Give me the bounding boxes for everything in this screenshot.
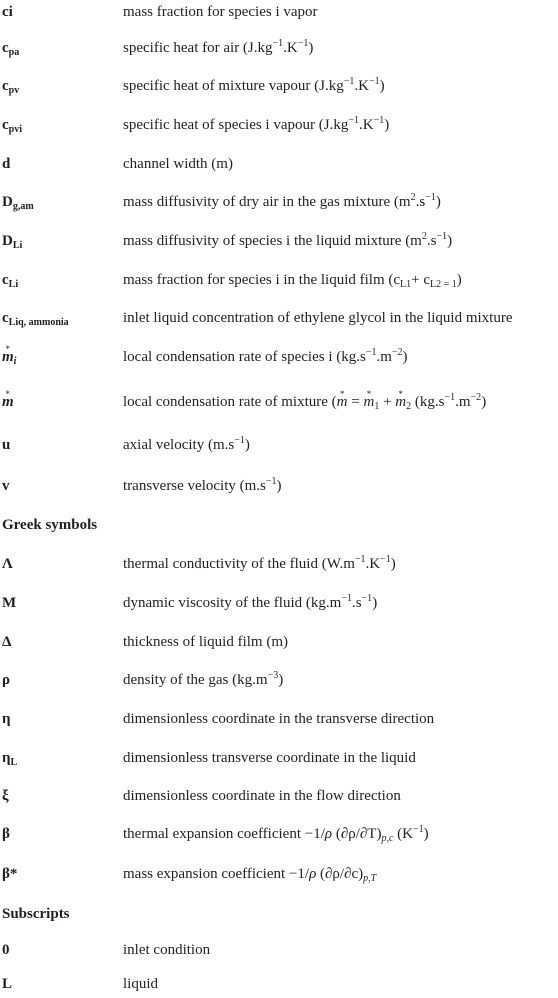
definition [123, 433, 250, 457]
symbol-base: * m [2, 345, 14, 369]
definition-text: .s [415, 194, 426, 210]
definition: inlet liquid concentration of ethylene glycol in the liquid mixture [123, 310, 513, 326]
unit-exponent: −1 [354, 554, 366, 565]
equation-term: (∂ρ/∂T) [332, 826, 382, 842]
nomenclature-row [0, 474, 558, 498]
symbol-base: D [2, 194, 13, 210]
greek-row [0, 630, 558, 654]
definition [123, 591, 377, 615]
symbol-base: D [2, 233, 13, 249]
equation-term: (∂ρ/∂c) [316, 866, 364, 882]
nomenclature-row [0, 152, 558, 176]
definition [123, 36, 313, 60]
unit-exponent: −3 [267, 670, 279, 681]
definition-text: .K [354, 78, 369, 94]
definition [123, 668, 283, 692]
subscripts-heading: Subscripts [2, 906, 70, 922]
greek-row [0, 707, 558, 731]
greek-symbols-heading: Greek symbols [2, 517, 98, 533]
nomenclature-row [0, 0, 558, 24]
symbol: ρ [2, 672, 11, 688]
definition-text: ) [435, 194, 441, 210]
definition-text: ) [456, 272, 462, 288]
unit-exponent: −1 [436, 231, 448, 242]
equation-term: * m [395, 390, 406, 414]
symbol-subscript: i [13, 356, 17, 367]
symbol: ci [2, 4, 13, 20]
unit-exponent: −1 [425, 192, 436, 203]
greek-row [0, 668, 558, 692]
definition-text: transverse velocity (m.s [123, 478, 266, 494]
definition-text: ) [481, 394, 487, 410]
symbol-subscript: g,am [12, 201, 34, 212]
definition-text: .K [358, 117, 374, 133]
definition-text: ) [308, 40, 314, 56]
nomenclature-row [0, 390, 558, 414]
definition: dimensionless coordinate in the flow direction [123, 788, 401, 804]
symbol-base: c [2, 310, 9, 326]
symbol [2, 345, 16, 369]
definition [123, 113, 389, 137]
unit-exponent: −2 [470, 392, 482, 403]
symbol: ξ [2, 788, 9, 804]
subscript-row [0, 972, 558, 996]
symbol: Δ [2, 634, 12, 650]
subscript: p,c [381, 833, 394, 844]
symbol-subscript: pv [8, 85, 20, 96]
symbol [2, 390, 14, 414]
definition: mass fraction for species i vapor [123, 4, 318, 20]
unit-exponent: −1 [234, 435, 245, 446]
definition-text: ) [379, 78, 385, 94]
definition-text: specific heat of species i vapour (J.kg [123, 117, 349, 133]
unit-exponent: −1 [380, 554, 391, 565]
symbol-subscript: Li [12, 240, 23, 251]
unit-exponent: −1 [343, 76, 355, 87]
nomenclature-row [0, 36, 558, 60]
definition-text: specific heat for air (J.kg [123, 40, 273, 56]
symbol: η [2, 711, 11, 727]
definition-text: ) [447, 233, 453, 249]
symbol [2, 268, 18, 292]
nomenclature-row [0, 345, 558, 369]
symbol: β* [2, 866, 18, 882]
symbol: β [2, 826, 10, 842]
subscript: 1 [374, 401, 380, 412]
symbol: Λ [2, 556, 13, 572]
definition [123, 822, 429, 846]
definition [123, 74, 385, 98]
definition-text: density of the gas (kg.m [123, 672, 268, 688]
symbol: 0 [2, 942, 10, 958]
definition-text: thermal conductivity of the fluid (W.m [123, 556, 355, 572]
symbol: v [2, 478, 10, 494]
symbol-subscript: Li [8, 279, 19, 290]
unit-exponent: 2 [410, 192, 416, 203]
symbol [2, 229, 22, 253]
subscript: L1 [400, 279, 412, 290]
definition-text: .K [365, 556, 381, 572]
definition [123, 862, 376, 886]
definition-text: ) [276, 478, 282, 494]
definition-text: mass expansion coefficient −1/ [123, 866, 310, 882]
subscript-row [0, 938, 558, 962]
symbol [2, 113, 22, 137]
symbol-base: η [2, 750, 11, 766]
greek-row [0, 746, 558, 770]
equation-operator: + [379, 394, 396, 410]
definition [123, 190, 441, 214]
definition-text: .s [351, 595, 362, 611]
definition-text: + c [411, 272, 430, 288]
definition-text: specific heat of mixture vapour (J.kg [123, 78, 344, 94]
symbol-subscript: pvi [8, 124, 23, 135]
definition: thickness of liquid film (m) [123, 634, 288, 650]
symbol-base: c [2, 272, 9, 288]
nomenclature-row [0, 433, 558, 457]
equation-term: ρ [324, 826, 333, 842]
unit-exponent: −1 [265, 476, 277, 487]
symbol-subscript: pa [8, 47, 20, 58]
definition-text: (kg.s [411, 394, 445, 410]
definition-text: (K [393, 826, 413, 842]
definition-text: dynamic viscosity of the fluid (kg.m [123, 595, 342, 611]
symbol-base: c [2, 40, 9, 56]
definition: dimensionless transverse coordinate in the liquid [123, 750, 416, 766]
symbol: M [2, 595, 17, 611]
equation-term: * m [363, 390, 374, 414]
unit-exponent: −1 [272, 38, 284, 49]
definition [123, 345, 408, 369]
definition-text: local condensation rate of mixture ( [123, 394, 337, 410]
symbol [2, 306, 69, 330]
definition-text: mass fraction for species i in the liquid film (c [123, 272, 401, 288]
symbol-subscript: L [10, 757, 18, 768]
greek-row [0, 862, 558, 886]
unit-exponent: 2 [421, 231, 427, 242]
definition-text: ) [423, 826, 429, 842]
unit-exponent: −1 [297, 38, 309, 49]
definition-text: .s [426, 233, 437, 249]
symbol: u [2, 437, 11, 453]
definition [123, 390, 486, 414]
unit-exponent: −1 [361, 593, 373, 604]
nomenclature-row [0, 306, 558, 330]
definition-text: ) [372, 595, 378, 611]
nomenclature-row [0, 190, 558, 214]
unit-exponent: −1 [365, 347, 377, 358]
definition: inlet condition [123, 942, 211, 958]
symbol [2, 190, 34, 214]
symbol-base: * m [2, 390, 14, 414]
symbol: L [2, 976, 13, 992]
unit-exponent: −1 [444, 392, 456, 403]
nomenclature-row [0, 74, 558, 98]
equation-term: * m [337, 390, 348, 414]
definition-text: mass diffusivity of species i the liquid mixture (m [123, 233, 422, 249]
symbol [2, 74, 19, 98]
definition: liquid [123, 976, 159, 992]
definition-text: mass diffusivity of dry air in the gas mixture (m [123, 194, 411, 210]
definition-text: ) [278, 672, 284, 688]
definition-text: ) [390, 556, 396, 572]
definition-text: ) [244, 437, 250, 453]
greek-row [0, 784, 558, 808]
equation-term: ρ [309, 866, 317, 882]
definition-text: ) [402, 349, 408, 365]
unit-exponent: −1 [348, 115, 359, 126]
symbol-subscript: Liq, ammonia [8, 317, 69, 328]
definition-text: thermal expansion coefficient −1/ [123, 826, 325, 842]
subscript: p,T [363, 873, 377, 884]
definition [123, 474, 282, 498]
definition: channel width (m) [123, 156, 233, 172]
subscript: L2 = 1 [430, 279, 457, 290]
symbol-base: c [2, 117, 9, 133]
unit-exponent: −1 [369, 76, 380, 87]
definition [123, 268, 462, 292]
symbol [2, 746, 17, 770]
unit-exponent: −1 [341, 593, 352, 604]
unit-exponent: −2 [391, 347, 403, 358]
greek-row [0, 591, 558, 615]
definition-text: .K [283, 40, 298, 56]
definition-text: local condensation rate of species i (kg.s [123, 349, 366, 365]
nomenclature-row [0, 113, 558, 137]
symbol [2, 36, 19, 60]
definition-text: .m [455, 394, 471, 410]
greek-row [0, 822, 558, 846]
definition [123, 552, 396, 576]
definition: dimensionless coordinate in the transverse direction [123, 711, 435, 727]
subscript: 2 [406, 401, 412, 412]
unit-exponent: −1 [373, 115, 385, 126]
nomenclature-row [0, 229, 558, 253]
nomenclature-row [0, 268, 558, 292]
definition [123, 229, 452, 253]
definition-text: ) [384, 117, 390, 133]
symbol-base: c [2, 78, 9, 94]
symbol: d [2, 156, 11, 172]
equation-operator: = [347, 394, 364, 410]
unit-exponent: −1 [413, 824, 424, 835]
greek-row [0, 552, 558, 576]
definition-text: axial velocity (m.s [123, 437, 235, 453]
definition-text: .m [376, 349, 392, 365]
